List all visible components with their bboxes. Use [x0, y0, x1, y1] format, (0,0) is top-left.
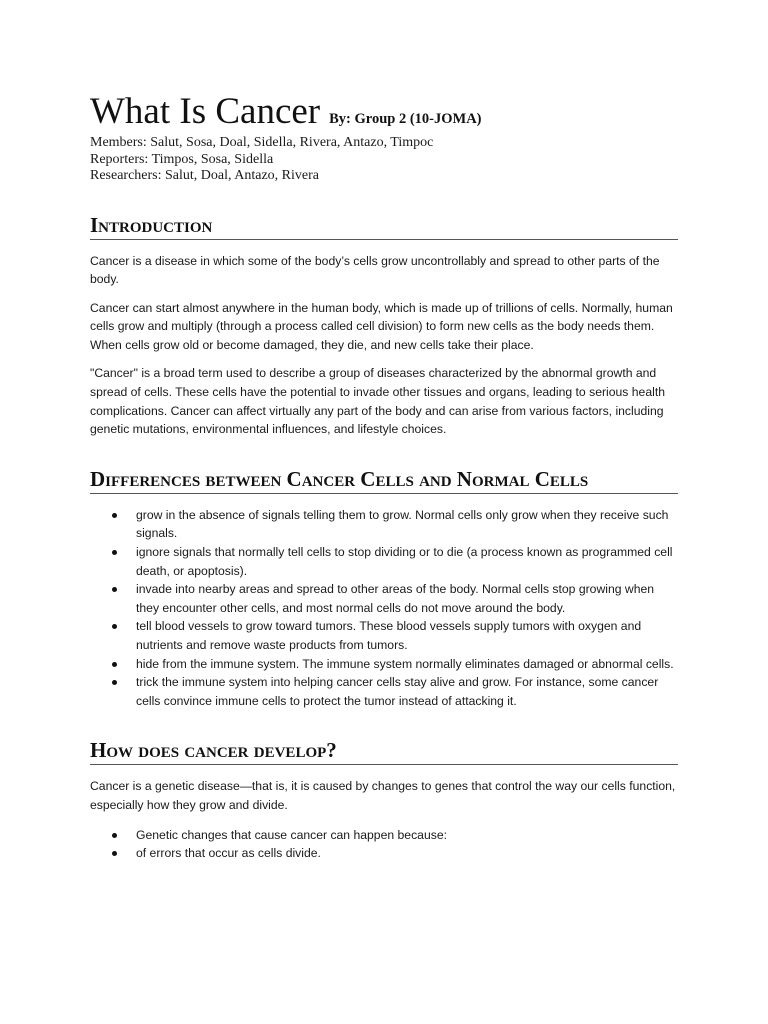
differences-heading: Differences between Cancer Cells and Normal Cells — [90, 466, 678, 494]
researchers-line: Researchers: Salut, Doal, Antazo, Rivera — [90, 168, 319, 183]
bullet-icon — [112, 662, 117, 667]
byline: By: Group 2 (10-JOMA) — [329, 111, 482, 127]
bullet-icon — [112, 680, 117, 685]
list-item-text: trick the immune system into helping cancer cells stay alive and grow. For instance, some cancer cells convince immune cells to protect the tumor instead of attacking it. — [136, 675, 659, 708]
bullet-icon — [112, 624, 117, 629]
list-item-text: invade into nearby areas and spread to other areas of the body. Normal cells stop growing when they encounter other cells, and most normal cells do not move around the body. — [136, 582, 655, 615]
list-item — [90, 580, 678, 617]
introduction-heading: Introduction — [90, 212, 678, 240]
group-info — [90, 135, 678, 185]
list-item — [90, 673, 678, 710]
list-item-text: tell blood vessels to grow toward tumors. These blood vessels supply tumors with oxygen and nutrients and remove waste products from tumors. — [136, 619, 642, 652]
development-heading: How does cancer develop? — [90, 737, 678, 765]
differences-list — [90, 506, 678, 711]
bullet-icon — [112, 513, 117, 518]
development-paragraph: Cancer is a genetic disease—that is, it is caused by changes to genes that control the way our cells function, especially how they grow and divide. — [90, 779, 676, 812]
bullet-icon — [112, 851, 117, 856]
document-content — [90, 92, 678, 863]
list-item-text: Genetic changes that cause cancer can happen because: — [136, 827, 447, 842]
development-list — [90, 826, 678, 863]
bullet-icon — [112, 833, 117, 838]
list-item-text: of errors that occur as cells divide. — [136, 846, 321, 861]
list-item — [90, 506, 678, 543]
members-line: Members: Salut, Sosa, Doal, Sidella, Rivera, Antazo, Timpoc — [90, 135, 434, 150]
introduction-paragraph-1: Cancer is a disease in which some of the body’s cells grow uncontrollably and spread to other parts of the body. — [90, 253, 660, 287]
list-item — [90, 655, 678, 674]
list-item — [90, 826, 678, 845]
bullet-icon — [112, 550, 117, 555]
list-item — [90, 617, 678, 654]
list-item-text: grow in the absence of signals telling them to grow. Normal cells only grow when they receive such signals. — [136, 507, 669, 541]
reporters-line: Reporters: Timpos, Sosa, Sidella — [90, 151, 274, 167]
list-item — [90, 543, 678, 580]
document-title: What Is Cancer — [90, 91, 321, 132]
list-item-text: hide from the immune system. The immune system normally eliminates damaged or abnormal cells. — [136, 656, 674, 671]
introduction-paragraph-3: "Cancer" is a broad term used to describe a group of diseases characterized by the abnormal growth and spread of cells. These cells have the potential to invade other tissues and organs, leading to serious health complications. Cancer can affect virtually any part of the body and can arise from various factors, including genetic mutations, environmental influences, and lifestyle choices. — [90, 366, 665, 437]
list-item — [90, 844, 678, 863]
introduction-paragraph-2: Cancer can start almost anywhere in the human body, which is made up of trillions of cells. Normally, human cells grow and multiply (through a process called cell division) to form new cells as the body needs them. When cells grow old or become damaged, they die, and new cells take their place. — [90, 300, 673, 352]
title-line — [90, 92, 678, 132]
bullet-icon — [112, 587, 117, 592]
list-item-text: ignore signals that normally tell cells to stop dividing or to die (a process known as programmed cell death, or apoptosis). — [136, 545, 673, 578]
